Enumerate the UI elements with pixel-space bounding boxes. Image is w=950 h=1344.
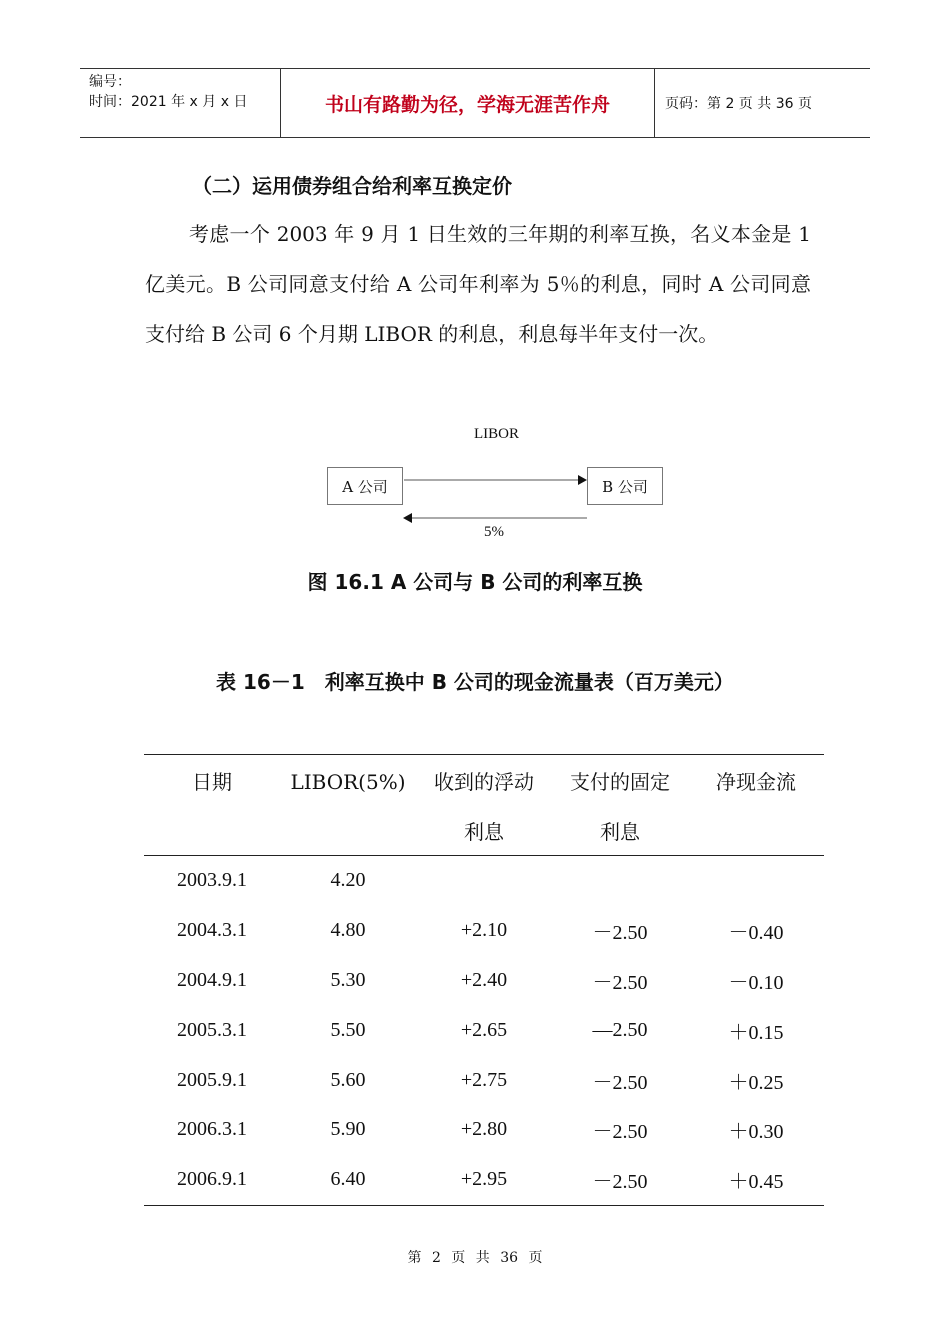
header-libor-line1: LIBOR(5%) [290, 770, 406, 794]
header-net-cashflow [688, 755, 824, 855]
cell-date: 2003.9.1 [177, 869, 247, 892]
header-fixed-paid [552, 755, 688, 855]
cell-floating: +2.65 [460, 1018, 508, 1041]
diagram-rate-label: 5% [484, 524, 504, 540]
cell-libor: 5.30 [330, 968, 366, 991]
box-company-b: B 公司 [587, 467, 663, 505]
cell-libor: 5.90 [330, 1118, 366, 1141]
cell-date: 2004.9.1 [177, 968, 247, 991]
cell-fixed: －2.50 [592, 971, 648, 994]
cell-date: 2005.9.1 [177, 1068, 247, 1091]
cell-fixed: －2.50 [592, 922, 648, 945]
swap-diagram [320, 420, 680, 550]
cell-net: ＋0.15 [728, 1021, 784, 1044]
cell-libor: 6.40 [330, 1168, 366, 1191]
header-fixed-line2: 利息 [600, 820, 640, 844]
cell-date: 2006.9.1 [177, 1168, 247, 1191]
cell-libor: 4.80 [330, 919, 366, 942]
table-caption: 表 16－1 利率互换中 B 公司的现金流量表（百万美元） [216, 670, 734, 694]
header-net-line1: 净现金流 [716, 770, 796, 794]
cell-date: 2006.3.1 [177, 1118, 247, 1141]
header-date-line1: 日期 [192, 770, 232, 794]
cell-date: 2005.3.1 [177, 1018, 247, 1041]
header-floating-line2: 利息 [464, 820, 504, 844]
diagram-libor-label: LIBOR [474, 426, 519, 442]
cell-net: ＋0.25 [728, 1071, 784, 1094]
table-header-row [144, 755, 824, 856]
cell-floating: +2.75 [460, 1068, 508, 1091]
cell-fixed: —2.50 [592, 1018, 648, 1041]
table-row [144, 1155, 824, 1205]
header-page-info: 页码：第 2 页 共 36 页 [665, 96, 812, 112]
cell-fixed: －2.50 [592, 1121, 648, 1144]
cell-fixed: －2.50 [592, 1071, 648, 1094]
cell-floating: +2.10 [460, 919, 508, 942]
header-fixed-line1: 支付的固定 [570, 770, 670, 794]
header-motto: 书山有路勤为径，学海无涯苦作舟 [281, 69, 655, 137]
table-row [144, 956, 824, 1006]
arrow-fixed-left-icon [403, 513, 587, 523]
table-row [144, 1105, 824, 1155]
cell-libor: 4.20 [330, 869, 366, 892]
cell-fixed: －2.50 [592, 1171, 648, 1194]
header-libor [280, 755, 416, 855]
cell-floating: +2.40 [460, 968, 508, 991]
table-row [144, 906, 824, 956]
cell-net: ＋0.30 [728, 1121, 784, 1144]
date-line: 时间：2021 年 x 月 x 日 [89, 94, 248, 110]
page-footer: 第 2 页 共 36 页 [407, 1250, 543, 1266]
cell-libor: 5.50 [330, 1018, 366, 1041]
cell-date: 2004.3.1 [177, 919, 247, 942]
box-company-a: A 公司 [327, 467, 403, 505]
table-row [144, 1055, 824, 1105]
header-meta [80, 69, 281, 137]
cell-libor: 5.60 [330, 1068, 366, 1091]
page-header [80, 68, 870, 138]
cashflow-table [144, 754, 824, 1206]
body-paragraph: 考虑一个 2003 年 9 月 1 日生效的三年期的利率互换，名义本金是 1 亿美元。B 公司同意支付给 A 公司年利率为 5％的利息，同时 A 公司同意支付给 B 公司 6 个月期 LIBOR 的利息，利息每半年支付一次。 [145, 222, 811, 346]
cell-floating: +2.95 [460, 1168, 508, 1191]
cell-net: ＋0.45 [728, 1171, 784, 1194]
table-row [144, 1005, 824, 1055]
header-date [144, 755, 280, 855]
cell-net: －0.10 [728, 971, 784, 994]
doc-number-label: 编号： [89, 74, 131, 90]
figure-caption: 图 16.1 A 公司与 B 公司的利率互换 [307, 570, 643, 594]
arrow-libor-right-icon [404, 475, 587, 485]
header-floating-received [416, 755, 552, 855]
section-title: （二）运用债券组合给利率互换定价 [192, 174, 512, 198]
cell-floating: +2.80 [460, 1118, 508, 1141]
cell-net: －0.40 [728, 922, 784, 945]
header-floating-line1: 收到的浮动 [434, 770, 534, 794]
table-row [144, 856, 824, 906]
